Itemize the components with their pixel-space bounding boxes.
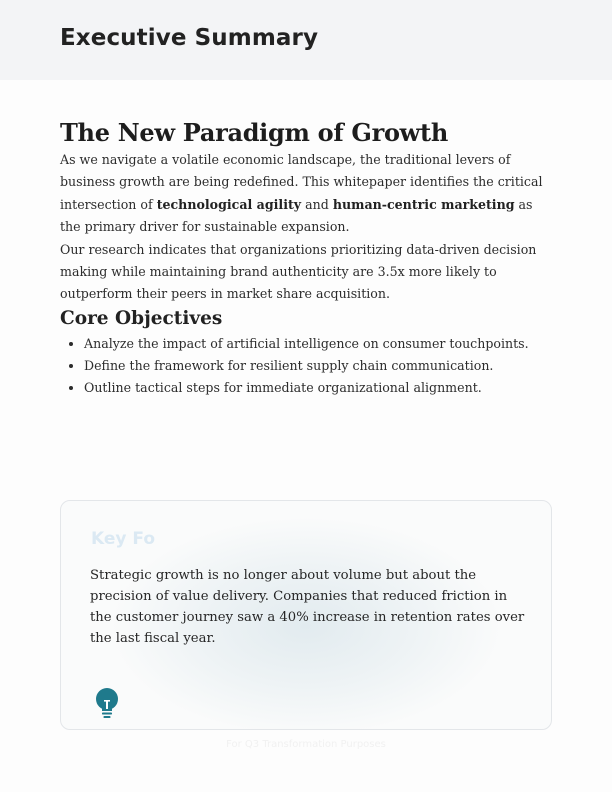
main-title: The New Paradigm of Growth — [60, 118, 448, 147]
intro-bold-2: human-centric marketing — [332, 196, 515, 212]
intro-text-1: As we navigate a volatile economic landscape, the traditional levers of business growth are being redefined. This whitepaper identifies the critical intersection of — [60, 152, 543, 212]
page-header-title: Executive Summary — [60, 25, 319, 51]
callout-text: Strategic growth is no longer about volume but about the precision of value delivery. Companies that reduced friction in the customer journey saw a 40% increase in retention rates over the last fiscal year. — [90, 568, 525, 646]
intro-bold-1: technological agility — [156, 196, 302, 212]
objective-item: • Define the framework for resilient supply chain communication. — [84, 355, 552, 377]
main-content — [60, 118, 552, 399]
intro-paragraph — [60, 149, 552, 239]
key-focus-callout — [60, 500, 552, 730]
objective-item: • Analyze the impact of artificial intelligence on consumer touchpoints. — [84, 333, 552, 355]
intro-text-3: as the primary driver for sustainable expansion. — [60, 196, 533, 235]
research-paragraph: Our research indicates that organizations prioritizing data-driven decision making while maintaining brand authenticity are 3.5x more likely to outperform their peers in market share acquisition. — [60, 241, 537, 302]
footer-note: For Q3 Transformation Purposes — [226, 739, 386, 750]
core-objectives-title: Core Objectives — [60, 307, 223, 329]
callout-label: Key Fo — [91, 529, 156, 549]
objectives-list — [60, 333, 552, 399]
intro-text-2: and — [301, 196, 333, 212]
lightbulb-icon — [94, 688, 120, 720]
objective-item: • Outline tactical steps for immediate organizational alignment. — [84, 377, 552, 399]
